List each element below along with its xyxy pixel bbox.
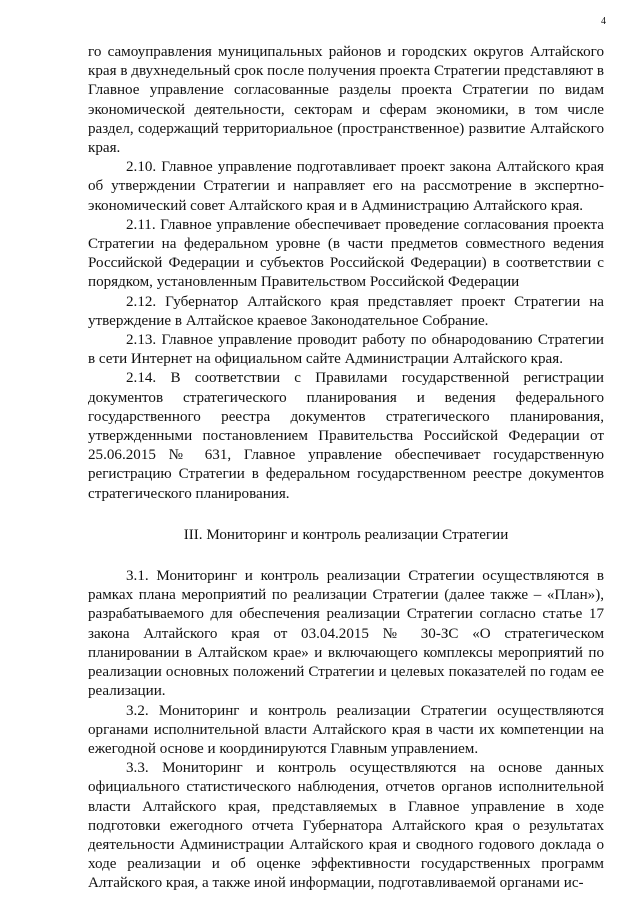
- paragraph-p-cont: го самоуправления муниципальных районов и городских округов Алтайского края в двухнедельный срок после получения проекта Стратегии представляют в Главное управление согласованные разделы проекта Стратегии по видам экономической деятельности, секторам и сферам экономики, в том числе раздел, содержащий территориальное (пространственное) развитие Алтайского края.: [88, 44, 604, 157]
- section-heading: III. Мониторинг и контроль реализации Стратегии: [183, 526, 509, 543]
- paragraph-p-2-11: 2.11. Главное управление обеспечивает проведение согласования проекта Стратегии на федеральном уровне (в части предметов совместного ведения Российской Федерации и субъектов Российской Федерации) в соответствии с порядком, установленным Правительством Российской Федерации: [88, 216, 604, 291]
- paragraph-p-2-13: 2.13. Главное управление проводит работу по обнародованию Стратегии в сети Интернет на официальном сайте Администрации Алтайского края.: [88, 332, 604, 368]
- paragraph-p-3-3: 3.3. Мониторинг и контроль осуществляются на основе данных официального статистического наблюдения, отчетов органов исполнительной власти Алтайского края, представляемых в Главное управление в ходе подготовки ежегодного отчета Губернатора Алтайского края о результатах деятельности Администрации Алтайского края и сводного годового доклада о ходе реализации и об оценке эффективности государственных программ Алтайского края, а также иной информации, подготавливаемой органами ис-: [88, 760, 604, 892]
- paragraph-p-2-14: 2.14. В соответствии с Правилами государственной регистрации документов стратегического планирования и ведения федерального государственного реестра документов стратегического планирования, утвержденными постановлением Правительства Российской Федерации от 25.06.2015 № 631, Главное управление обеспечивает государственную регистрацию Стратегии в федеральном государственном реестре документов стратегического планирования.: [88, 370, 604, 502]
- paragraphs-after-heading: [88, 567, 604, 893]
- paragraphs-before-heading: [88, 43, 604, 504]
- paragraph-p-2-12: 2.12. Губернатор Алтайского края представляет проект Стратегии на утверждение в Алтайское краевое Законодательное Собрание.: [88, 293, 604, 329]
- document-body: [88, 43, 604, 894]
- paragraph-p-3-1: 3.1. Мониторинг и контроль реализации Стратегии осуществляются в рамках плана мероприятий по реализации Стратегии (далее также – «План»), разрабатываемого для обеспечения реализации Стратегии согласно статье 17 закона Алтайского края от 03.04.2015 № 30-ЗС «О стратегическом планировании в Алтайском крае» и включающего комплексы мероприятий по реализации основных положений Стратегии и целевых показателей по годам ее реализации.: [88, 568, 604, 700]
- paragraph-p-2-10: 2.10. Главное управление подготавливает проект закона Алтайского края об утверждении Стратегии и направляет его на рассмотрение в экспертно-экономический совет Алтайского края и в Администрацию Алтайского края.: [88, 159, 604, 214]
- paragraph-p-3-2: 3.2. Мониторинг и контроль реализации Стратегии осуществляются органами исполнительной власти Алтайского края в части их компетенции на ежегодной основе и координируются Главным управлением.: [88, 702, 604, 757]
- page-number: 4: [601, 16, 606, 27]
